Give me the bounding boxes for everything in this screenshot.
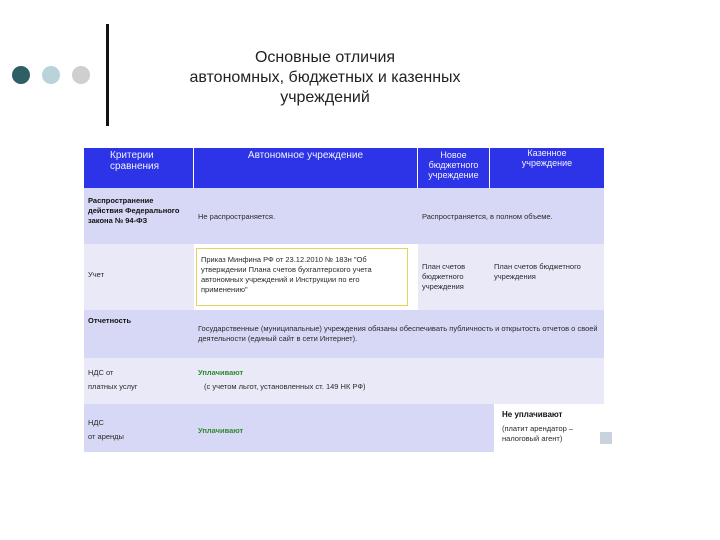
row4-content xyxy=(194,358,604,404)
vertical-divider xyxy=(106,24,109,126)
row1-autonomous: Не распространяется. xyxy=(194,188,418,244)
row4-label-line2: платных услуг xyxy=(88,382,138,391)
row4-label xyxy=(84,358,194,404)
row1-label: Распространение действия Федерального закона № 94-ФЗ xyxy=(84,188,194,244)
row5-status: Уплачивают xyxy=(198,426,244,435)
title-line-1: Основные отличия xyxy=(254,49,396,66)
decorative-dots xyxy=(12,66,92,84)
row5-state-status: Не уплачивают xyxy=(502,410,563,419)
comparison-table xyxy=(84,148,604,452)
dot-light xyxy=(42,66,60,84)
row4-status: Уплачивают xyxy=(198,368,244,377)
row3-text: Государственные (муниципальные) учреждения обязаны обеспечивать публичность и открытость отчетов о своей деятельности (единый сайт в сети Интернет). xyxy=(194,310,604,358)
row5-state-note: (платит арендатор – налоговый агент) xyxy=(502,424,574,443)
header-criteria: Критерии сравнения xyxy=(84,148,194,188)
header-state: Казенное учреждение xyxy=(490,148,604,188)
row3-label: Отчетность xyxy=(84,310,194,358)
row1-budget-state: Распространяется, в полном объеме. xyxy=(418,188,604,244)
slide-title xyxy=(150,48,500,108)
dot-dark xyxy=(12,66,30,84)
dot-gray xyxy=(72,66,90,84)
row4-note: (с учетом льгот, установленных ст. 149 НК РФ) xyxy=(204,382,366,391)
row2-autonomous: Приказ Минфина РФ от 23.12.2010 № 183н "Об утверждении Плана счетов бухгалтерского учета автономных учреждений и Инструкции по его применению" xyxy=(196,248,408,306)
row5-content xyxy=(194,404,494,452)
decorative-square xyxy=(600,432,612,444)
title-line-2: автономных, бюджетных и казенных xyxy=(189,69,461,86)
row5-label-line2: от аренды xyxy=(88,432,124,441)
row2-label: Учет xyxy=(84,244,194,310)
header-autonomous: Автономное учреждение xyxy=(194,148,418,188)
header-budget: Новое бюджетного учреждение xyxy=(418,148,490,188)
row4-label-line1: НДС от xyxy=(88,368,114,377)
row2-state: План счетов бюджетного учреждения xyxy=(490,244,604,310)
row5-state xyxy=(494,404,604,452)
row5-label xyxy=(84,404,194,452)
title-line-3: учреждений xyxy=(280,89,370,106)
row2-budget: План счетов бюджетного учреждения xyxy=(418,244,490,310)
row5-label-line1: НДС xyxy=(88,418,104,427)
